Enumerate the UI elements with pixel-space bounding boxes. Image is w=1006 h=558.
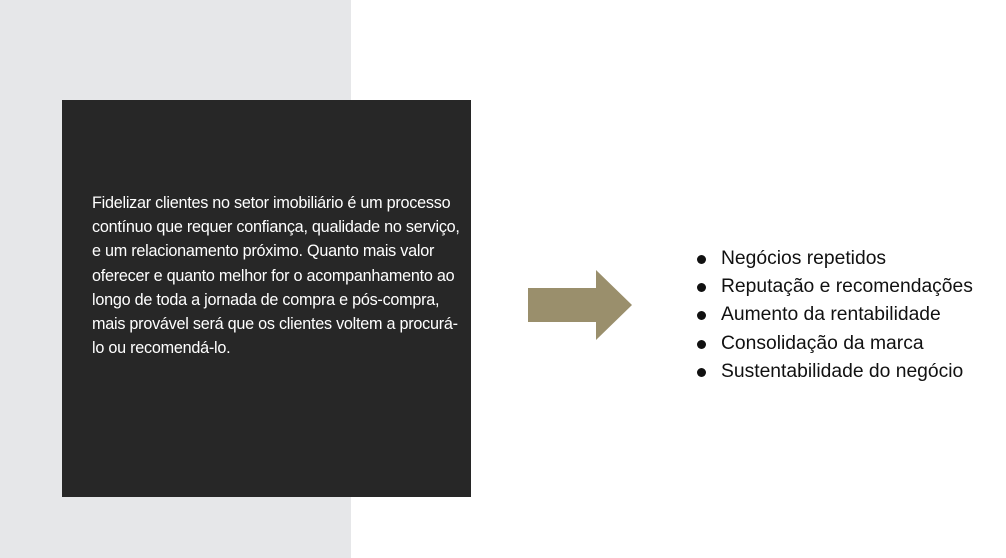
bullet-icon [697, 340, 706, 349]
list-item [695, 330, 973, 358]
bullet-icon [697, 283, 706, 292]
list-item [695, 358, 973, 386]
bullet-icon [697, 311, 706, 320]
list-item-label: Sustentabilidade do negócio [721, 360, 964, 382]
list-item-label: Aumento da rentabilidade [721, 304, 941, 326]
card-paragraph: Fidelizar clientes no setor imobiliário é um processo contínuo que requer confiança, qualidade no serviço, e um relacionamento próximo. Quanto mais valor oferecer e quanto melhor for o acompanhamento ao longo de toda a jornada de compra e pós-compra, mais provável será que os clientes voltem a procurá-lo ou recomendá-lo. [92, 194, 460, 358]
bullet-icon [697, 368, 706, 377]
list-item [695, 245, 973, 273]
bullet-icon [697, 255, 706, 264]
list-item-label: Reputação e recomendações [721, 276, 973, 298]
list-item-label: Negócios repetidos [721, 248, 887, 269]
list-item-label: Consolidação da marca [721, 332, 924, 354]
list-item [695, 301, 973, 329]
right-arrow-icon [528, 270, 632, 340]
list-item [695, 273, 973, 301]
benefits-list [695, 245, 973, 386]
